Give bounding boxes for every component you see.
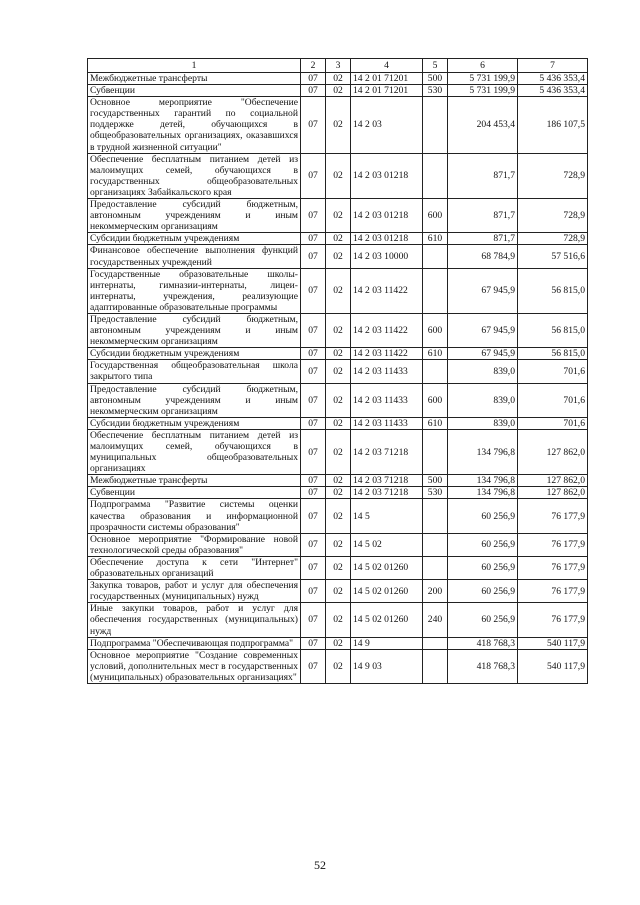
cell-c5: 610 bbox=[423, 348, 448, 360]
table-row bbox=[88, 603, 588, 637]
cell-c7: 57 516,6 bbox=[518, 245, 588, 268]
cell-c2: 07 bbox=[301, 348, 326, 360]
cell-c4: 14 9 bbox=[351, 637, 423, 649]
cell-c5 bbox=[423, 429, 448, 474]
cell-c2: 07 bbox=[301, 487, 326, 499]
cell-c3: 02 bbox=[326, 556, 351, 579]
cell-c6: 60 256,9 bbox=[448, 499, 518, 533]
cell-c5 bbox=[423, 533, 448, 556]
cell-c5 bbox=[423, 268, 448, 313]
cell-c4: 14 2 03 01218 bbox=[351, 199, 423, 233]
cell-c6: 134 796,8 bbox=[448, 487, 518, 499]
cell-c2: 07 bbox=[301, 499, 326, 533]
cell-c7: 540 117,9 bbox=[518, 649, 588, 683]
cell-name: Иные закупки товаров, работ и услуг для обеспечения государственных (муниципальных) нужд bbox=[88, 603, 301, 637]
cell-c3: 02 bbox=[326, 313, 351, 347]
cell-c6: 418 768,3 bbox=[448, 649, 518, 683]
cell-c5 bbox=[423, 637, 448, 649]
cell-c2: 07 bbox=[301, 429, 326, 474]
cell-c5 bbox=[423, 245, 448, 268]
cell-c2: 07 bbox=[301, 533, 326, 556]
cell-c6: 67 945,9 bbox=[448, 313, 518, 347]
cell-c5 bbox=[423, 97, 448, 153]
cell-c2: 07 bbox=[301, 417, 326, 429]
cell-c7: 5 436 353,4 bbox=[518, 85, 588, 97]
cell-c3: 02 bbox=[326, 499, 351, 533]
cell-c7: 701,6 bbox=[518, 360, 588, 383]
cell-c2: 07 bbox=[301, 383, 326, 417]
table-row bbox=[88, 487, 588, 499]
cell-c7: 186 107,5 bbox=[518, 97, 588, 153]
cell-c7: 56 815,0 bbox=[518, 268, 588, 313]
cell-c3: 02 bbox=[326, 97, 351, 153]
cell-c5: 530 bbox=[423, 85, 448, 97]
cell-c4: 14 2 03 11433 bbox=[351, 383, 423, 417]
header-cell: 4 bbox=[351, 59, 423, 73]
cell-name: Финансовое обеспечение выполнения функций государственных учреждений bbox=[88, 245, 301, 268]
table-row bbox=[88, 533, 588, 556]
cell-c3: 02 bbox=[326, 487, 351, 499]
cell-c5: 240 bbox=[423, 603, 448, 637]
table-row bbox=[88, 637, 588, 649]
cell-c2: 07 bbox=[301, 268, 326, 313]
cell-c5 bbox=[423, 153, 448, 198]
table-row bbox=[88, 556, 588, 579]
cell-name: Межбюджетные трансферты bbox=[88, 475, 301, 487]
table-row bbox=[88, 383, 588, 417]
cell-c6: 5 731 199,9 bbox=[448, 73, 518, 85]
cell-c6: 67 945,9 bbox=[448, 348, 518, 360]
cell-c2: 07 bbox=[301, 556, 326, 579]
cell-name: Субсидии бюджетным учреждениям bbox=[88, 348, 301, 360]
cell-c4: 14 5 02 01260 bbox=[351, 556, 423, 579]
cell-c6: 839,0 bbox=[448, 360, 518, 383]
cell-c2: 07 bbox=[301, 233, 326, 245]
cell-c3: 02 bbox=[326, 533, 351, 556]
cell-c3: 02 bbox=[326, 233, 351, 245]
table-row bbox=[88, 417, 588, 429]
cell-c6: 871,7 bbox=[448, 153, 518, 198]
cell-c5: 600 bbox=[423, 383, 448, 417]
cell-c6: 60 256,9 bbox=[448, 580, 518, 603]
table-row bbox=[88, 429, 588, 474]
table-row bbox=[88, 649, 588, 683]
cell-c2: 07 bbox=[301, 580, 326, 603]
header-cell: 7 bbox=[518, 59, 588, 73]
cell-c6: 60 256,9 bbox=[448, 533, 518, 556]
cell-c5: 200 bbox=[423, 580, 448, 603]
cell-c5: 530 bbox=[423, 487, 448, 499]
cell-c3: 02 bbox=[326, 429, 351, 474]
table-row bbox=[88, 85, 588, 97]
cell-c4: 14 2 01 71201 bbox=[351, 73, 423, 85]
cell-c7: 76 177,9 bbox=[518, 580, 588, 603]
header-cell: 2 bbox=[301, 59, 326, 73]
cell-c6: 134 796,8 bbox=[448, 475, 518, 487]
cell-c3: 02 bbox=[326, 268, 351, 313]
cell-name: Основное мероприятие "Создание современных условий, дополнительных мест в государственных (муниципальных) образовательных организациях" bbox=[88, 649, 301, 683]
cell-c3: 02 bbox=[326, 73, 351, 85]
cell-c7: 76 177,9 bbox=[518, 499, 588, 533]
cell-c5 bbox=[423, 556, 448, 579]
cell-name: Закупка товаров, работ и услуг для обеспечения государственных (муниципальных) нужд bbox=[88, 580, 301, 603]
cell-name: Государственная общеобразовательная школа закрытого типа bbox=[88, 360, 301, 383]
budget-table bbox=[87, 58, 588, 684]
header-cell: 5 bbox=[423, 59, 448, 73]
cell-c4: 14 2 03 10000 bbox=[351, 245, 423, 268]
cell-c7: 76 177,9 bbox=[518, 603, 588, 637]
cell-c7: 127 862,0 bbox=[518, 487, 588, 499]
cell-name: Подпрограмма "Обеспечивающая подпрограмма" bbox=[88, 637, 301, 649]
cell-c7: 701,6 bbox=[518, 383, 588, 417]
cell-c3: 02 bbox=[326, 153, 351, 198]
cell-c4: 14 2 03 11433 bbox=[351, 417, 423, 429]
cell-c2: 07 bbox=[301, 360, 326, 383]
cell-c4: 14 2 03 01218 bbox=[351, 233, 423, 245]
cell-c2: 07 bbox=[301, 649, 326, 683]
table-row bbox=[88, 199, 588, 233]
table-row bbox=[88, 313, 588, 347]
table-row bbox=[88, 73, 588, 85]
cell-name: Основное мероприятие "Обеспечение государственных гарантий по социальной поддержке детей, обучающихся в общеобразовательных организациях, оказавшихся в трудной жизненной ситуации" bbox=[88, 97, 301, 153]
cell-c3: 02 bbox=[326, 348, 351, 360]
cell-c5 bbox=[423, 499, 448, 533]
cell-c6: 60 256,9 bbox=[448, 556, 518, 579]
cell-c2: 07 bbox=[301, 245, 326, 268]
table-row bbox=[88, 153, 588, 198]
cell-c3: 02 bbox=[326, 637, 351, 649]
cell-c3: 02 bbox=[326, 383, 351, 417]
table-row bbox=[88, 499, 588, 533]
cell-name: Основное мероприятие "Формирование новой технологической среды образования" bbox=[88, 533, 301, 556]
cell-c5: 600 bbox=[423, 313, 448, 347]
cell-c2: 07 bbox=[301, 73, 326, 85]
cell-name: Субсидии бюджетным учреждениям bbox=[88, 417, 301, 429]
header-cell: 3 bbox=[326, 59, 351, 73]
cell-c4: 14 5 02 01260 bbox=[351, 580, 423, 603]
cell-c7: 56 815,0 bbox=[518, 313, 588, 347]
cell-c4: 14 2 03 bbox=[351, 97, 423, 153]
cell-name: Субвенции bbox=[88, 85, 301, 97]
cell-c5 bbox=[423, 360, 448, 383]
cell-name: Обеспечение бесплатным питанием детей из малоимущих семей, обучающихся в муниципальных общеобразовательных организациях bbox=[88, 429, 301, 474]
cell-c3: 02 bbox=[326, 85, 351, 97]
cell-name: Предоставление субсидий бюджетным, автономным учреждениям и иным некоммерческим организациям bbox=[88, 313, 301, 347]
table-row bbox=[88, 360, 588, 383]
table-row bbox=[88, 233, 588, 245]
table-row bbox=[88, 348, 588, 360]
cell-c7: 728,9 bbox=[518, 153, 588, 198]
cell-c2: 07 bbox=[301, 637, 326, 649]
cell-name: Предоставление субсидий бюджетным, автономным учреждениям и иным некоммерческим организациям bbox=[88, 199, 301, 233]
cell-c5 bbox=[423, 649, 448, 683]
table-body bbox=[88, 73, 588, 684]
cell-c7: 127 862,0 bbox=[518, 429, 588, 474]
cell-c4: 14 5 bbox=[351, 499, 423, 533]
cell-c4: 14 5 02 bbox=[351, 533, 423, 556]
cell-c3: 02 bbox=[326, 245, 351, 268]
page-number: 52 bbox=[314, 858, 326, 872]
cell-c6: 68 784,9 bbox=[448, 245, 518, 268]
cell-c3: 02 bbox=[326, 360, 351, 383]
cell-c5: 610 bbox=[423, 417, 448, 429]
cell-c6: 839,0 bbox=[448, 383, 518, 417]
cell-name: Субсидии бюджетным учреждениям bbox=[88, 233, 301, 245]
header-cell: 6 bbox=[448, 59, 518, 73]
cell-c5: 500 bbox=[423, 73, 448, 85]
cell-c6: 134 796,8 bbox=[448, 429, 518, 474]
cell-c6: 418 768,3 bbox=[448, 637, 518, 649]
cell-name: Государственные образовательные школы-интернаты, гимназии-интернаты, лицеи-интернаты, учреждения, реализующие адаптированные образовательные программы bbox=[88, 268, 301, 313]
cell-c4: 14 2 03 11422 bbox=[351, 313, 423, 347]
cell-name: Обеспечение доступа к сети "Интернет" образовательных организаций bbox=[88, 556, 301, 579]
table-row bbox=[88, 580, 588, 603]
cell-c4: 14 9 03 bbox=[351, 649, 423, 683]
cell-c7: 728,9 bbox=[518, 233, 588, 245]
cell-c3: 02 bbox=[326, 417, 351, 429]
cell-c5: 600 bbox=[423, 199, 448, 233]
cell-c7: 127 862,0 bbox=[518, 475, 588, 487]
cell-c4: 14 2 03 71218 bbox=[351, 475, 423, 487]
cell-c5: 610 bbox=[423, 233, 448, 245]
cell-c6: 5 731 199,9 bbox=[448, 85, 518, 97]
cell-c3: 02 bbox=[326, 199, 351, 233]
cell-c2: 07 bbox=[301, 603, 326, 637]
cell-c2: 07 bbox=[301, 153, 326, 198]
cell-c7: 76 177,9 bbox=[518, 556, 588, 579]
table-row bbox=[88, 97, 588, 153]
table-row bbox=[88, 475, 588, 487]
cell-c3: 02 bbox=[326, 603, 351, 637]
cell-c2: 07 bbox=[301, 199, 326, 233]
cell-c4: 14 2 03 01218 bbox=[351, 153, 423, 198]
cell-name: Подпрограмма "Развитие системы оценки качества образования и информационной прозрачности системы образования" bbox=[88, 499, 301, 533]
cell-c3: 02 bbox=[326, 475, 351, 487]
cell-c6: 67 945,9 bbox=[448, 268, 518, 313]
cell-c4: 14 2 03 71218 bbox=[351, 487, 423, 499]
cell-c4: 14 2 01 71201 bbox=[351, 85, 423, 97]
cell-name: Обеспечение бесплатным питанием детей из малоимущих семей, обучающихся в государственных общеобразовательных организациях Забайкальского края bbox=[88, 153, 301, 198]
cell-c6: 871,7 bbox=[448, 233, 518, 245]
cell-c4: 14 2 03 11433 bbox=[351, 360, 423, 383]
cell-c3: 02 bbox=[326, 580, 351, 603]
cell-c2: 07 bbox=[301, 475, 326, 487]
header-row bbox=[88, 59, 588, 73]
cell-c7: 540 117,9 bbox=[518, 637, 588, 649]
cell-c4: 14 2 03 11422 bbox=[351, 268, 423, 313]
cell-name: Межбюджетные трансферты bbox=[88, 73, 301, 85]
cell-c4: 14 5 02 01260 bbox=[351, 603, 423, 637]
cell-c2: 07 bbox=[301, 85, 326, 97]
table-row bbox=[88, 268, 588, 313]
cell-c6: 871,7 bbox=[448, 199, 518, 233]
cell-name: Предоставление субсидий бюджетным, автономным учреждениям и иным некоммерческим организациям bbox=[88, 383, 301, 417]
cell-c2: 07 bbox=[301, 313, 326, 347]
cell-c6: 204 453,4 bbox=[448, 97, 518, 153]
cell-c7: 76 177,9 bbox=[518, 533, 588, 556]
cell-c6: 839,0 bbox=[448, 417, 518, 429]
cell-c4: 14 2 03 71218 bbox=[351, 429, 423, 474]
cell-c7: 5 436 353,4 bbox=[518, 73, 588, 85]
cell-c7: 56 815,0 bbox=[518, 348, 588, 360]
cell-c5: 500 bbox=[423, 475, 448, 487]
cell-c6: 60 256,9 bbox=[448, 603, 518, 637]
cell-c7: 728,9 bbox=[518, 199, 588, 233]
table-row bbox=[88, 245, 588, 268]
cell-name: Субвенции bbox=[88, 487, 301, 499]
cell-c2: 07 bbox=[301, 97, 326, 153]
cell-c3: 02 bbox=[326, 649, 351, 683]
cell-c4: 14 2 03 11422 bbox=[351, 348, 423, 360]
cell-c7: 701,6 bbox=[518, 417, 588, 429]
header-cell: 1 bbox=[88, 59, 301, 73]
